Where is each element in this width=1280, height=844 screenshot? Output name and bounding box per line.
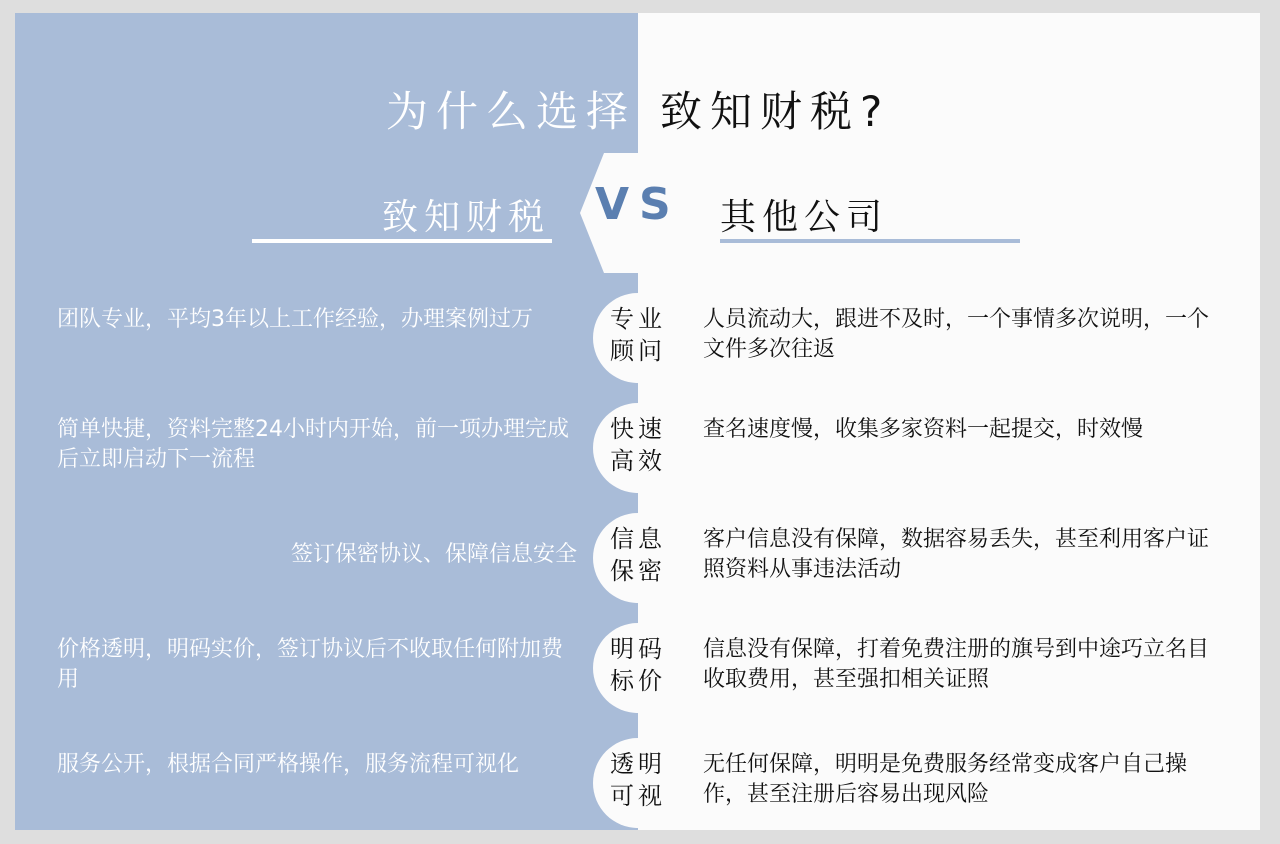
- row-label-line: 明码: [610, 635, 666, 663]
- title-brand: 致知财税?: [660, 87, 891, 136]
- row-label-line: 标价: [610, 667, 666, 695]
- our-advantage-text: 团队专业，平均3年以上工作经验，办理案例过万: [57, 307, 533, 332]
- row-label: [610, 413, 680, 477]
- others-text: 人员流动大，跟进不及时，一个事情多次说明，一个文件多次往返: [703, 307, 1210, 362]
- row-label-line: 透明: [610, 750, 666, 778]
- others-text: 信息没有保障，打着免费注册的旗号到中途巧立名目收取费用，甚至强扣相关证照: [703, 637, 1210, 692]
- row-label-line: 高效: [610, 447, 666, 475]
- row-label-line: 顾问: [610, 337, 666, 365]
- left-underline: [252, 239, 552, 243]
- others-text: 客户信息没有保障，数据容易丢失，甚至利用客户证照资料从事违法活动: [703, 527, 1210, 582]
- comparison-row: [15, 623, 1260, 713]
- row-label: [610, 523, 680, 587]
- comparison-row: [15, 403, 1260, 493]
- row-label-line: 专业: [610, 305, 666, 333]
- our-advantage-text: 服务公开，根据合同严格操作，服务流程可视化: [57, 752, 520, 777]
- left-heading: 致知财税: [381, 197, 550, 238]
- our-advantage-text: 简单快捷，资料完整24小时内开始，前一项办理完成后立即启动下一流程: [57, 417, 569, 472]
- our-advantage-text: 签订保密协议、保障信息安全: [290, 542, 577, 567]
- row-label-line: 信息: [610, 525, 666, 553]
- title-prefix: 为什么选择: [385, 87, 636, 136]
- vs-label: VS: [595, 179, 681, 230]
- row-label-line: 可视: [610, 782, 666, 810]
- comparison-card: [15, 13, 1260, 830]
- others-text: 查名速度慢，收集多家资料一起提交，时效慢: [703, 417, 1144, 442]
- our-advantage-text: 价格透明，明码实价，签订协议后不收取任何附加费用: [57, 637, 564, 692]
- others-text: 无任何保障，明明是免费服务经常变成客户自己操作，甚至注册后容易出现风险: [703, 752, 1188, 807]
- row-label-line: 保密: [610, 557, 666, 585]
- row-label: [610, 633, 680, 697]
- row-label-line: 快速: [610, 415, 666, 443]
- row-label: [610, 303, 680, 367]
- comparison-row: [15, 293, 1260, 383]
- right-heading: 其他公司: [720, 197, 889, 238]
- right-underline: [720, 239, 1020, 243]
- row-label: [610, 748, 680, 812]
- comparison-row: [15, 738, 1260, 828]
- comparison-row: [15, 513, 1260, 603]
